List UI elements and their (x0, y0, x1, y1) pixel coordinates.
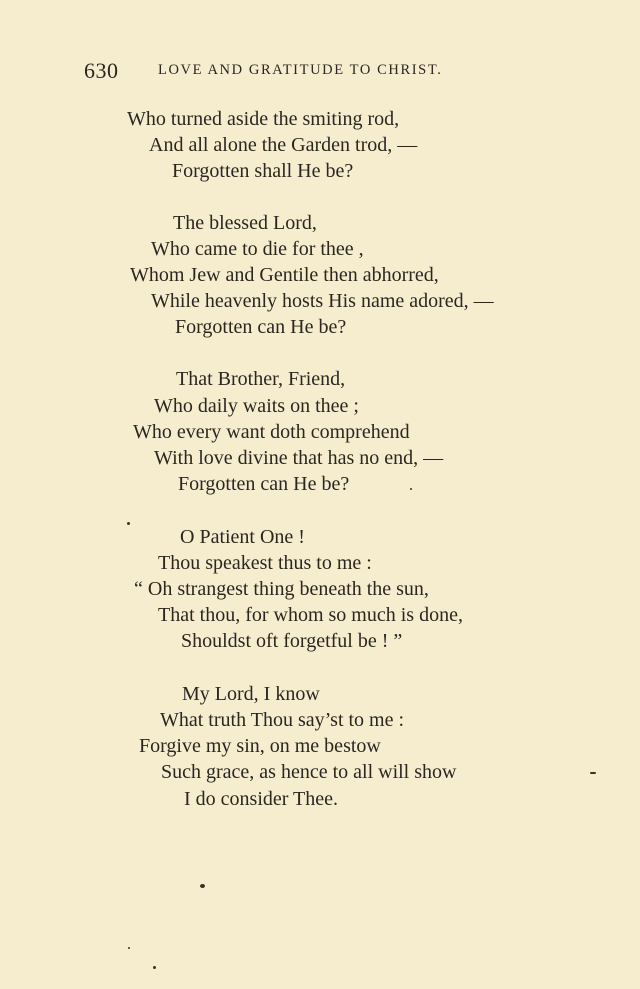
poem-line: Forgotten can He be? (175, 316, 347, 338)
poem-line: My Lord, I know (182, 683, 320, 705)
poem-line: I do consider Thee. (184, 788, 339, 810)
poem-line: “ Oh strangest thing beneath the sun, (134, 578, 429, 600)
poem-line: While heavenly hosts His name adored, — (151, 290, 494, 312)
print-speck (590, 772, 596, 774)
poem-line: And all alone the Garden trod, — (149, 134, 418, 156)
poem-line: Forgive my sin, on me bestow (139, 735, 381, 757)
poem-line: That thou, for whom so much is done, (158, 604, 463, 626)
print-speck (200, 884, 205, 888)
running-title: LOVE AND GRATITUDE TO CHRIST. (158, 62, 443, 78)
poem-line: The blessed Lord, (173, 212, 317, 234)
print-speck (410, 488, 412, 490)
poem-line: Whom Jew and Gentile then abhorred, (130, 264, 439, 286)
poem-line: With love divine that has no end, — (154, 447, 444, 469)
poem-line: Who daily waits on thee ; (154, 395, 359, 417)
page-number: 630 (84, 58, 119, 83)
poem-line: Who came to die for thee , (151, 238, 364, 260)
poem-line: Who turned aside the smiting rod, (127, 108, 400, 130)
poem-line: Such grace, as hence to all will show (161, 761, 457, 783)
print-speck (153, 966, 156, 969)
poem-line: Thou speakest thus to me : (158, 552, 372, 574)
print-speck (128, 947, 130, 949)
poem-line: Forgotten shall He be? (172, 160, 354, 182)
poem-line: That Brother, Friend, (176, 368, 346, 390)
poem-line: Forgotten can He be? (178, 473, 350, 495)
poem-line: O Patient One ! (180, 526, 305, 548)
poem-line: Who every want doth comprehend (133, 421, 410, 443)
print-speck (127, 522, 130, 525)
poem-line: Shouldst oft forgetful be ! ” (181, 630, 403, 652)
poem-line: What truth Thou say’st to me : (160, 709, 405, 731)
